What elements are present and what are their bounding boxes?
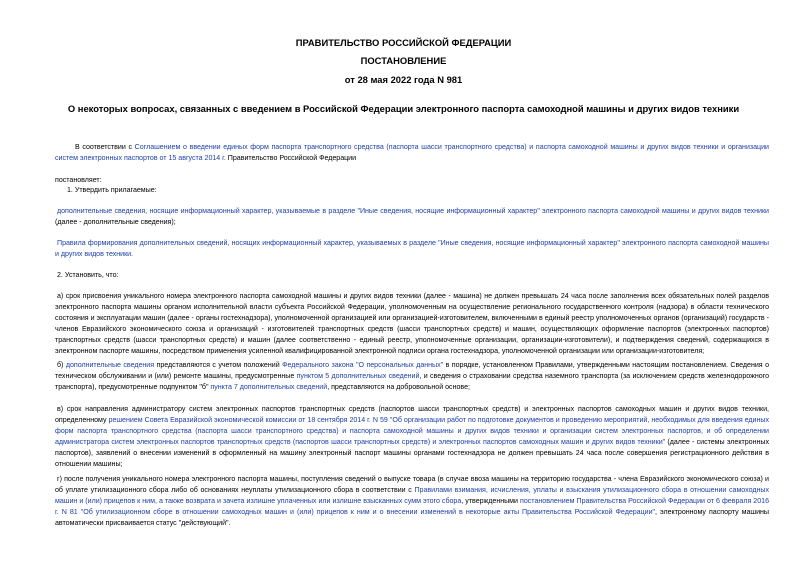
- preamble-text-2: Правительство Российской Федерации: [225, 153, 357, 162]
- item2-b-text-1: б): [57, 361, 66, 369]
- item2-heading: 2. Установить, что:: [57, 271, 119, 279]
- item1-a-tail: (далее - дополнительные сведения);: [55, 217, 176, 226]
- preamble-text-1: В соответствии с: [75, 143, 135, 151]
- item1-a-paragraph: [55, 206, 769, 228]
- item2-b-text-7: , и сведения о страховании средства наземного транспорта (за исключением средств железнодорожного транспорта), предусмотренные подпунктом "б": [55, 371, 769, 391]
- item2-d-text-5: , электронному паспорту машины автоматически присваивается статус "действующий".: [55, 507, 770, 527]
- item1-b-paragraph: [55, 238, 769, 260]
- additional-info-link[interactable]: дополнительные сведения, носящие информационный характер, указываемые в разделе "Иные сведения, носящие информационный характер" электронного паспорта самоходной машины и других видов техники: [57, 207, 769, 215]
- item1-heading: 1. Утвердить прилагаемые:: [67, 186, 157, 194]
- additional-info-link-2[interactable]: дополнительные сведения: [65, 361, 155, 369]
- item2-b-text-5: в порядке, установленном Правилами, утвержденными настоящим постановлением. Сведения о техническом обслуживании и (или) ремонте машины, предусмотренные: [55, 361, 769, 380]
- personal-data-law-link[interactable]: Федерального закона "О персональных данных": [282, 361, 444, 369]
- document-type-heading: ПОСТАНОВЛЕНИЕ: [360, 55, 447, 66]
- item2-b-text-9: , представляются на добровольной основе;: [327, 382, 470, 391]
- document-title: О некоторых вопросах, связанных с введением в Российской Федерации электронного паспорта самоходной машины и других видов техники: [67, 103, 740, 114]
- item2-c-paragraph: [55, 404, 769, 469]
- rules-link[interactable]: Правила формирования дополнительных сведений, носящих информационный характер, указываемых в разделе "Иные сведения, носящие информационный характер" электронного паспорта самоходной машины и других видов техники.: [55, 239, 769, 258]
- government-heading: ПРАВИТЕЛЬСТВО РОССИЙСКОЙ ФЕДЕРАЦИИ: [295, 37, 512, 48]
- item2-c-text-3: (далее - системы электронных паспортов), заявлений о внесении изменений в оформленный на машину электронный паспорт машины органами гостехнадзора не должен превышать 24 часа после совершения регистрационного действия в отношении машины;: [55, 437, 769, 468]
- item2-c-text-1: в) срок направления администратору систем электронных паспортов транспортных средств (паспортов шасси транспортных средств) и электронных паспортов самоходных машин и других видов техники, определенному: [55, 405, 769, 424]
- item2-b-paragraph: [55, 360, 769, 393]
- item2-b-text-3: представляются с учетом положений: [154, 361, 283, 369]
- recycling-fee-rules-link[interactable]: Правилами взимания, исчисления, уплаты и взыскания утилизационного сбора в отношении самоходных машин и (или) прицепов к ним, а также возврата и зачета излишне уплаченных или излишне взысканных сумм этого сбора: [55, 485, 769, 505]
- item2-a-paragraph: а) срок присвоения уникального номера электронного паспорта самоходной машины и других видов техники (далее - машина) не должен превышать 24 часа после заполнения всех обязательных полей разделов электронного паспорта машины органом исполнительной власти субъекта Российской Федерации, уполномоченным на осуществление регионального государственного контроля (надзора) в области технического состояния и эксплуатации машин (далее - органы гостехнадзора), уполномоченной организацией или организацией-изготовителем, включенными в единый реестр уполномоченных органов (организаций) государств - членов Евразийского экономического союза и организаций - изготовителей транспортных средств (шасси транспортных средств) и машин, осуществляющих оформление паспортов (электронных паспортов) транспортных средств (шасси транспортных средств) и машин (далее соответственно - единый реестр, уполномоченные организации, организации-изготовители), и подтверждения сведений, содержащихся в электронном паспорте машины, посредством применения усиленной квалифицированной электронной подписи органа гостехнадзора, уполномоченной организации или организации-изготовителя;: [55, 292, 769, 355]
- item2-d-paragraph: [55, 474, 769, 529]
- item2-d-text-1: г) после получения уникального номера электронного паспорта машины, поступления сведений о выпуске товара (в случае ввоза машины на территорию государства - члена Евразийского экономического союза) и об уплате утилизационного сбора либо об основаниях неуплаты утилизационного сбора в соответствии с: [55, 475, 769, 494]
- point7-link[interactable]: пункта 7 дополнительных сведений: [210, 382, 328, 391]
- point5-link[interactable]: пунктом 5 дополнительных сведений: [296, 371, 420, 380]
- eec-decision-link[interactable]: решением Совета Евразийской экономической комиссии от 18 сентября 2014 г. N 59 "Об организации работ по подготовке документов и проведению мероприятий, необходимых для введения единых форм паспорта транспортного средства (паспорта шасси транспортного средства) и паспорта самоходной машины и других видов техники и организации систем электронных паспортов, и об определении администратора систем электронных паспортов транспортных средств (паспортов шасси транспортных средств) и электронных паспортов самоходных машин и других видов техники": [55, 415, 769, 446]
- decides-text: постановляет:: [55, 176, 102, 184]
- government-resolution-81-link[interactable]: постановлением Правительства Российской Федерации от 6 февраля 2016 г. N 81 "Об утилизационном сборе в отношении самоходных машин и (или) прицепов к ним и о внесении изменений в некоторые акты Правительства Российской Федерации": [55, 496, 770, 516]
- agreement-2014-link[interactable]: Соглашением о введении единых форм паспорта транспортного средства (паспорта шасси транспортного средства) и паспорта самоходной машины и других видов техники и организации систем электронных паспортов от 15 августа 2014 г.: [55, 143, 769, 162]
- item2-d-text-3: , утвержденными: [461, 496, 521, 505]
- document-date-number: от 28 мая 2022 года N 981: [344, 74, 463, 85]
- preamble-paragraph: [55, 142, 769, 164]
